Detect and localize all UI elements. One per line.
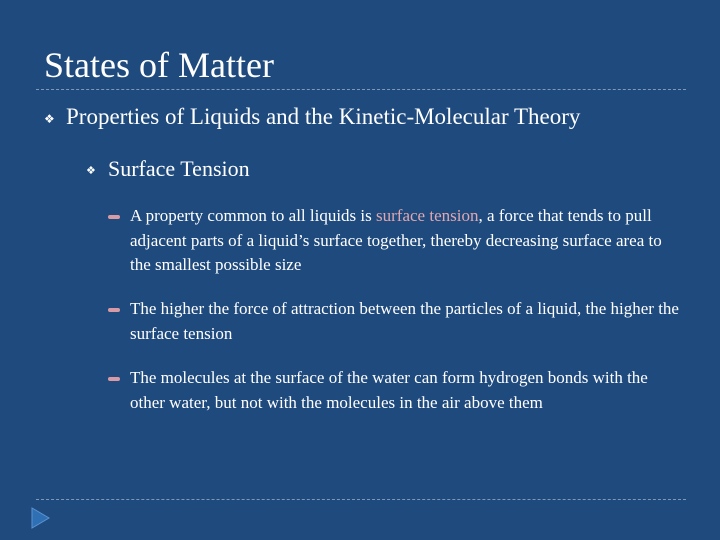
bullet-level3-item <box>108 297 683 346</box>
text-run: A property common to all liquids is <box>130 206 377 225</box>
bullet-level3-text: The higher the force of attraction between the particles of a liquid, the higher the surface tension <box>130 299 679 343</box>
bullet-level1-text: Properties of Liquids and the Kinetic-Molecular Theory <box>66 104 581 129</box>
bullet-level2-text: Surface Tension <box>108 156 250 181</box>
highlighted-term: surface tension <box>376 206 479 225</box>
bullet-level3-text: The molecules at the surface of the water can form hydrogen bonds with the other water, but not with the molecules in the air above them <box>130 368 648 412</box>
bullet-level1 <box>44 102 580 134</box>
dash-bullet-icon <box>108 215 120 219</box>
diamond-bullet-icon: ❖ <box>44 111 55 126</box>
bullet-level3-item <box>108 204 683 278</box>
diamond-bullet-icon: ❖ <box>86 163 96 177</box>
text-run: , a force that tends to pull adjacent parts of a liquid’s surface together, thereby decreasing surface area to the smallest possible size <box>130 206 662 274</box>
title-divider <box>36 89 686 90</box>
dash-bullet-icon <box>108 308 120 312</box>
bullet-level3-item <box>108 366 683 415</box>
slide-title: States of Matter <box>44 45 274 85</box>
next-arrow-icon[interactable] <box>30 507 50 529</box>
footer-divider <box>36 499 686 500</box>
bullet-level3-text <box>130 204 683 278</box>
bullet-level2 <box>86 154 250 186</box>
dash-bullet-icon <box>108 377 120 381</box>
